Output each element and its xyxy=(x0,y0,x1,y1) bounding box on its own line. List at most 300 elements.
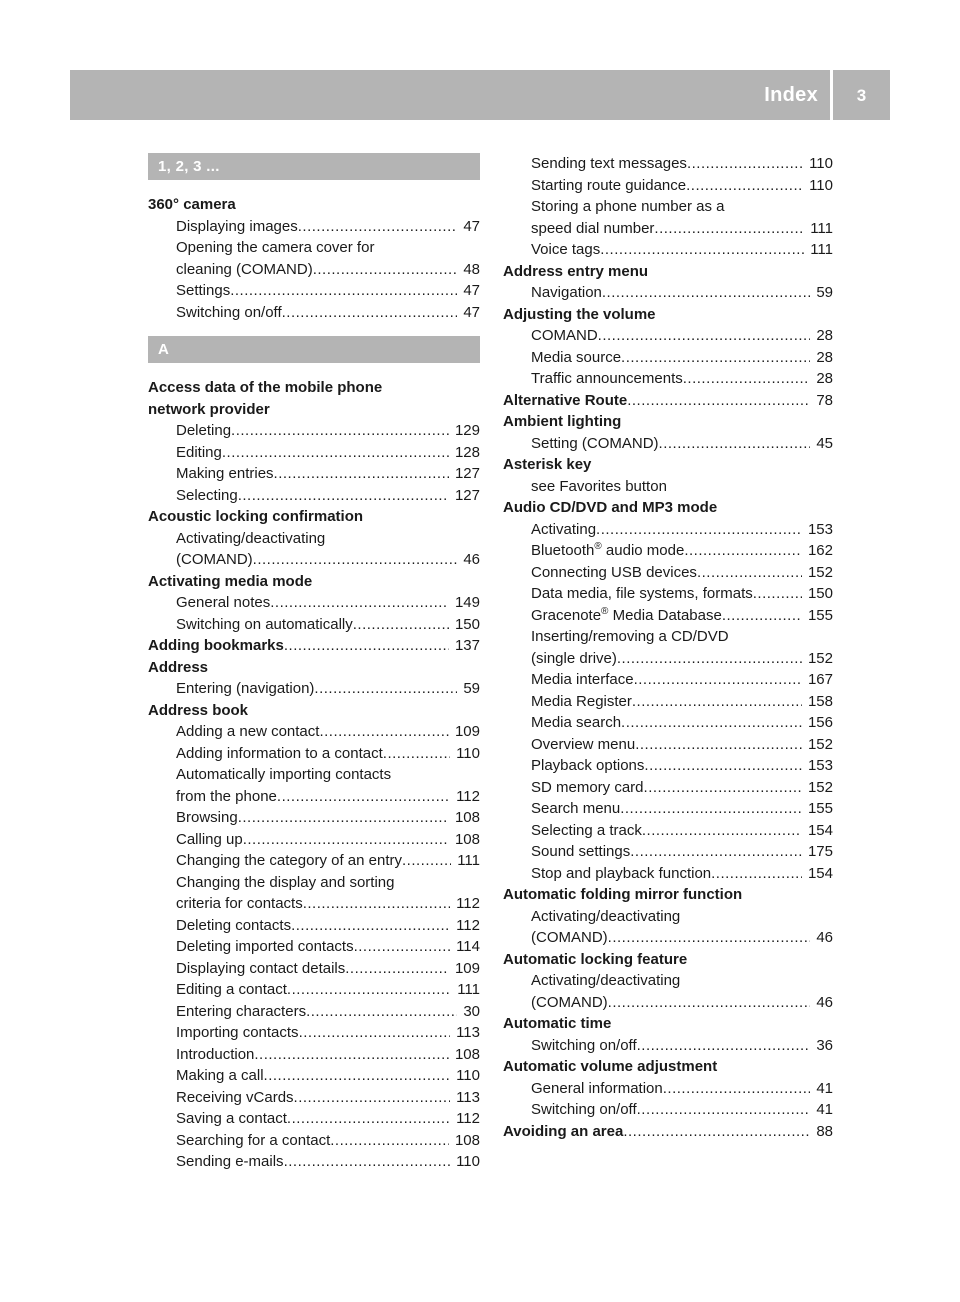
page-reference: 162 xyxy=(807,542,833,559)
dot-leader xyxy=(238,485,449,507)
entry-label: Receiving vCards xyxy=(176,1088,294,1106)
entry-text xyxy=(531,669,634,691)
dot-leader xyxy=(319,721,449,743)
dot-leader xyxy=(683,368,811,390)
entry-text xyxy=(503,1121,623,1143)
dot-leader xyxy=(711,863,802,885)
dot-leader xyxy=(600,239,804,261)
entry-label: Data media, file systems, formats xyxy=(531,585,753,602)
dot-leader xyxy=(264,1065,451,1087)
entry-text xyxy=(531,347,621,369)
entry-label: Sound settings xyxy=(531,843,631,860)
entry-label-rest: audio mode xyxy=(601,542,685,559)
entry-label: Sending text messages xyxy=(531,155,687,172)
page-reference: 129 xyxy=(454,422,480,439)
entry-text xyxy=(176,614,353,636)
index-subentry xyxy=(148,1151,480,1173)
dot-leader xyxy=(231,420,449,442)
page-reference: 36 xyxy=(816,1036,833,1054)
entry-label: Switching on/off xyxy=(176,303,282,321)
dot-leader xyxy=(620,798,802,820)
entry-label: (COMAND) xyxy=(531,993,608,1011)
index-subentry xyxy=(148,1044,480,1066)
dot-leader xyxy=(277,786,450,808)
page-reference: 112 xyxy=(456,1110,480,1127)
dot-leader xyxy=(306,1001,457,1023)
index-entry-heading: Address entry menu xyxy=(503,262,649,280)
entry-label: (COMAND) xyxy=(531,929,608,946)
entry-label: Changing the category of an entry xyxy=(176,852,402,869)
entry-text xyxy=(531,927,608,949)
dot-leader xyxy=(294,1087,451,1109)
entry-label: Saving a contact xyxy=(176,1110,287,1127)
page-reference: 113 xyxy=(456,1024,480,1041)
entry-label: General notes xyxy=(176,594,271,611)
dot-leader xyxy=(284,635,449,657)
index-subentry xyxy=(503,218,833,240)
entry-label: Switching on/off xyxy=(531,1036,637,1054)
entry-text xyxy=(531,1099,637,1121)
entry-text xyxy=(176,592,270,614)
index-entry-heading: Activating media mode xyxy=(148,572,313,590)
dot-leader xyxy=(274,463,449,485)
section-spacer xyxy=(148,180,480,194)
entry-text xyxy=(531,605,722,627)
index-subentry xyxy=(148,280,480,302)
section-heading: A xyxy=(148,336,480,363)
index-entry-heading: Adjusting the volume xyxy=(503,305,656,323)
index-entry-heading xyxy=(148,635,480,657)
entry-label: COMAND xyxy=(531,327,598,344)
index-subentry xyxy=(503,325,833,347)
index-subentry xyxy=(503,153,833,175)
page-number: 3 xyxy=(856,86,867,105)
page-reference: 110 xyxy=(809,155,833,172)
header-title: Index xyxy=(764,84,818,106)
dot-leader xyxy=(722,605,802,627)
page-reference: 128 xyxy=(454,443,480,461)
index-subentry xyxy=(148,1022,480,1044)
index-subentry xyxy=(503,927,833,949)
entry-label: SD memory card xyxy=(531,778,644,796)
entry-text xyxy=(176,958,345,980)
dot-leader xyxy=(222,442,449,464)
entry-label: Alternative Route xyxy=(503,391,628,409)
entry-label: Browsing xyxy=(176,809,238,826)
index-subentry xyxy=(148,958,480,980)
page-reference: 149 xyxy=(454,594,480,611)
page-reference: 110 xyxy=(809,176,833,194)
section-spacer xyxy=(148,323,480,336)
entry-label: Search menu xyxy=(531,800,621,817)
entry-label: Starting route guidance xyxy=(531,176,687,194)
dot-leader xyxy=(298,216,458,238)
entry-text xyxy=(176,893,303,915)
entry-text xyxy=(503,390,627,412)
entry-label: General information xyxy=(531,1079,663,1097)
dot-leader xyxy=(637,1035,811,1057)
index-entry-text: Automatically importing contacts xyxy=(176,766,392,783)
index-entry-text: Opening the camera cover for xyxy=(176,239,375,256)
dot-leader xyxy=(602,282,810,304)
index-column-right xyxy=(503,153,833,1142)
dot-leader xyxy=(644,777,802,799)
dot-leader xyxy=(697,562,802,584)
entry-label: Switching on/off xyxy=(531,1101,637,1118)
dot-leader xyxy=(654,218,804,240)
index-subentry xyxy=(148,850,480,872)
entry-text xyxy=(176,721,319,743)
page-reference: 41 xyxy=(816,1101,833,1118)
page-reference: 154 xyxy=(807,821,833,839)
index-subentry xyxy=(503,605,833,627)
entry-text xyxy=(531,153,687,175)
dot-leader xyxy=(634,669,802,691)
page-reference: 110 xyxy=(456,744,480,762)
page-reference: 112 xyxy=(456,787,480,805)
entry-text xyxy=(176,1087,294,1109)
dot-leader xyxy=(284,1151,451,1173)
page-reference: 108 xyxy=(454,1045,480,1063)
index-entry-heading: Audio CD/DVD and MP3 mode xyxy=(503,499,718,516)
index-entry-heading: Address xyxy=(148,658,209,676)
page-reference: 111 xyxy=(457,981,480,998)
entry-text xyxy=(176,786,277,808)
entry-label: Media interface xyxy=(531,671,634,688)
index-subentry xyxy=(148,549,480,571)
index-subentry xyxy=(503,734,833,756)
index-entry-heading: Automatic folding mirror function xyxy=(503,886,743,903)
entry-label: Adding information to a contact xyxy=(176,744,383,762)
index-entry-heading: Access data of the mobile phone xyxy=(148,379,383,396)
page-reference: 46 xyxy=(816,993,833,1011)
entry-label: (single drive) xyxy=(531,649,617,667)
index-subentry xyxy=(503,562,833,584)
entry-text xyxy=(531,1078,663,1100)
entry-text xyxy=(176,678,314,700)
entry-label: from the phone xyxy=(176,787,277,805)
page-reference: 137 xyxy=(454,637,480,654)
index-subentry xyxy=(148,721,480,743)
index-subentry xyxy=(503,712,833,734)
entry-label: Deleting contacts xyxy=(176,916,292,934)
index-subentry xyxy=(148,807,480,829)
index-entry-text: Activating/deactivating xyxy=(531,972,681,989)
entry-text xyxy=(176,1130,330,1152)
entry-text xyxy=(176,1151,284,1173)
entry-text xyxy=(176,420,231,442)
entry-text xyxy=(531,777,644,799)
entry-text xyxy=(176,1108,287,1130)
index-entry-text: Storing a phone number as a xyxy=(531,198,725,215)
page-reference: 41 xyxy=(816,1079,833,1097)
entry-label: Connecting USB devices xyxy=(531,563,697,581)
entry-label: Gracenote xyxy=(531,606,602,624)
page-reference: 88 xyxy=(816,1122,833,1140)
page-reference: 45 xyxy=(816,434,833,452)
index-subentry xyxy=(148,420,480,442)
page-reference: 110 xyxy=(456,1067,480,1084)
entry-label: Navigation xyxy=(531,284,602,301)
page-number-box xyxy=(833,70,890,120)
entry-text xyxy=(176,485,238,507)
entry-text xyxy=(176,259,313,281)
index-subentry xyxy=(503,1099,833,1121)
index-column-left xyxy=(148,153,480,1173)
dot-leader xyxy=(627,390,810,412)
dot-leader xyxy=(354,936,450,958)
index-subentry xyxy=(148,259,480,281)
page-reference: 155 xyxy=(807,800,833,817)
page-reference: 154 xyxy=(807,864,833,882)
page-reference: 155 xyxy=(807,606,833,624)
entry-text xyxy=(176,463,274,485)
entry-label: Media search xyxy=(531,714,622,731)
dot-leader xyxy=(402,850,451,872)
entry-label: Calling up xyxy=(176,830,243,848)
index-entry-text: Changing the display and sorting xyxy=(176,873,395,891)
dot-leader xyxy=(617,648,802,670)
dot-leader xyxy=(270,592,449,614)
entry-text xyxy=(176,216,298,238)
entry-text xyxy=(176,743,383,765)
entry-text xyxy=(531,583,753,605)
entry-label: Making a call xyxy=(176,1067,264,1084)
entry-label: Deleting imported contacts xyxy=(176,938,354,955)
dot-leader xyxy=(632,691,802,713)
entry-label: Adding bookmarks xyxy=(148,637,284,654)
index-entry-heading: Ambient lighting xyxy=(503,413,622,430)
page-reference: 110 xyxy=(456,1153,480,1170)
index-entry-heading: network provider xyxy=(148,400,270,418)
dot-leader xyxy=(621,712,802,734)
entry-label: Entering (navigation) xyxy=(176,680,315,697)
entry-text xyxy=(176,850,402,872)
dot-leader xyxy=(243,829,449,851)
page-reference: 112 xyxy=(456,895,480,912)
entry-text xyxy=(176,442,222,464)
entry-text xyxy=(531,798,620,820)
entry-text xyxy=(176,1044,254,1066)
index-entry-text: Activating/deactivating xyxy=(176,529,326,547)
index-subentry xyxy=(503,175,833,197)
page-reference: 111 xyxy=(810,241,833,258)
page-reference: 127 xyxy=(454,486,480,504)
dot-leader xyxy=(623,1121,810,1143)
entry-text xyxy=(176,302,282,324)
index-entry-heading: Acoustic locking confirmation xyxy=(148,508,364,525)
page-reference: 152 xyxy=(807,735,833,753)
page-reference: 112 xyxy=(456,916,480,934)
header-bar xyxy=(70,70,830,120)
entry-label: Setting (COMAND) xyxy=(531,434,659,452)
index-subentry xyxy=(148,592,480,614)
section-heading: 1, 2, 3 ... xyxy=(148,153,480,180)
index-subentry xyxy=(148,463,480,485)
entry-text xyxy=(531,1035,637,1057)
page-reference: 111 xyxy=(810,219,833,237)
index-subentry xyxy=(503,777,833,799)
page-reference: 108 xyxy=(454,809,480,826)
page-reference: 47 xyxy=(463,217,480,235)
entry-text xyxy=(176,280,230,302)
index-subentry xyxy=(148,743,480,765)
entry-label: Activating xyxy=(531,520,597,538)
page-reference: 156 xyxy=(807,714,833,731)
index-subentry xyxy=(148,786,480,808)
dot-leader xyxy=(608,927,811,949)
page-reference: 152 xyxy=(807,778,833,796)
dot-leader xyxy=(254,1044,449,1066)
entry-label: Traffic announcements xyxy=(531,370,683,387)
index-subentry xyxy=(148,915,480,937)
entry-text xyxy=(176,979,287,1001)
index-subentry xyxy=(148,614,480,636)
index-subentry xyxy=(503,648,833,670)
page-reference: 59 xyxy=(816,284,833,301)
dot-leader xyxy=(642,820,802,842)
entry-text xyxy=(531,755,644,777)
entry-label: Editing a contact xyxy=(176,981,287,998)
page-reference: 28 xyxy=(816,370,833,387)
entry-label: Sending e-mails xyxy=(176,1153,284,1170)
page-reference: 108 xyxy=(454,830,480,848)
dot-leader xyxy=(313,259,458,281)
entry-text xyxy=(531,175,686,197)
entry-label: Settings xyxy=(176,282,231,299)
page-header xyxy=(70,70,890,120)
index-subentry xyxy=(503,863,833,885)
page-reference: 152 xyxy=(807,563,833,581)
entry-label: Bluetooth xyxy=(531,542,595,559)
entry-text xyxy=(176,1022,299,1044)
dot-leader xyxy=(253,549,458,571)
dot-leader xyxy=(383,743,450,765)
dot-leader xyxy=(659,433,811,455)
index-entry-heading: Automatic time xyxy=(503,1015,612,1032)
index-subentry xyxy=(148,1087,480,1109)
index-entry-heading: 360° camera xyxy=(148,196,236,213)
entry-text xyxy=(531,239,600,261)
index-subentry xyxy=(503,691,833,713)
index-subentry xyxy=(148,1108,480,1130)
dot-leader xyxy=(608,992,811,1014)
page-reference: 46 xyxy=(463,551,480,568)
entry-label: (COMAND) xyxy=(176,551,253,568)
entry-label: Entering characters xyxy=(176,1002,307,1020)
index-subentry xyxy=(503,540,833,562)
dot-leader xyxy=(644,755,802,777)
entry-text xyxy=(531,992,608,1014)
index-subentry xyxy=(148,216,480,238)
entry-label: Stop and playback function xyxy=(531,864,712,882)
index-subentry xyxy=(503,583,833,605)
index-subentry xyxy=(503,1078,833,1100)
index-subentry xyxy=(503,433,833,455)
entry-text xyxy=(176,1065,264,1087)
page-reference: 111 xyxy=(457,852,480,869)
entry-text xyxy=(531,734,635,756)
index-subentry xyxy=(503,992,833,1014)
entry-label: Media Register xyxy=(531,692,632,710)
index-subentry xyxy=(503,820,833,842)
page-reference: 78 xyxy=(816,391,833,409)
entry-label: speed dial number xyxy=(531,219,655,237)
index-entry-heading: Automatic volume adjustment xyxy=(503,1058,718,1075)
index-subentry xyxy=(503,798,833,820)
entry-text xyxy=(176,936,354,958)
entry-text xyxy=(531,691,632,713)
entry-text xyxy=(148,635,284,657)
page-reference: 150 xyxy=(807,585,833,602)
page-reference: 127 xyxy=(454,465,480,482)
dot-leader xyxy=(753,583,802,605)
page-reference: 175 xyxy=(807,843,833,860)
entry-label: Making entries xyxy=(176,465,274,482)
index-entry-text: see Favorites button xyxy=(531,477,667,495)
page-reference: 153 xyxy=(807,520,833,538)
dot-leader xyxy=(598,325,811,347)
page-reference: 28 xyxy=(816,348,833,366)
dot-leader xyxy=(299,1022,451,1044)
index-subentry xyxy=(148,893,480,915)
dot-leader xyxy=(687,153,803,175)
dot-leader xyxy=(330,1130,449,1152)
entry-text xyxy=(531,368,683,390)
dot-leader xyxy=(287,1108,450,1130)
entry-text xyxy=(531,863,711,885)
entry-label: Switching on automatically xyxy=(176,615,353,633)
dot-leader xyxy=(630,841,802,863)
index-subentry xyxy=(148,1065,480,1087)
entry-text xyxy=(531,820,642,842)
entry-label: Displaying contact details xyxy=(176,959,346,977)
index-subentry xyxy=(148,678,480,700)
entry-text xyxy=(531,325,598,347)
dot-leader xyxy=(303,893,450,915)
index-subentry xyxy=(148,979,480,1001)
page-reference: 113 xyxy=(456,1088,480,1106)
dot-leader xyxy=(635,734,802,756)
entry-text xyxy=(531,562,697,584)
entry-label: Overview menu xyxy=(531,735,636,753)
entry-label: Adding a new contact xyxy=(176,723,320,740)
dot-leader xyxy=(314,678,457,700)
entry-label: Selecting xyxy=(176,486,238,504)
page-reference: 28 xyxy=(816,327,833,344)
page-reference: 152 xyxy=(807,649,833,667)
dot-leader xyxy=(663,1078,811,1100)
entry-text xyxy=(531,433,659,455)
entry-text xyxy=(176,829,243,851)
index-entry-heading xyxy=(503,1121,833,1143)
entry-text xyxy=(176,549,253,571)
index-entry-heading: Address book xyxy=(148,701,249,719)
page-reference: 30 xyxy=(463,1002,480,1020)
index-subentry xyxy=(148,1130,480,1152)
entry-label: Deleting xyxy=(176,422,232,439)
page-reference: 150 xyxy=(454,615,480,633)
page-reference: 158 xyxy=(807,692,833,710)
entry-label-rest: Media Database xyxy=(608,606,722,624)
index-subentry xyxy=(503,519,833,541)
dot-leader xyxy=(621,347,810,369)
dot-leader xyxy=(291,915,450,937)
entry-text xyxy=(531,712,621,734)
index-subentry xyxy=(148,442,480,464)
entry-label: Media source xyxy=(531,348,622,366)
page-reference: 109 xyxy=(454,959,480,977)
